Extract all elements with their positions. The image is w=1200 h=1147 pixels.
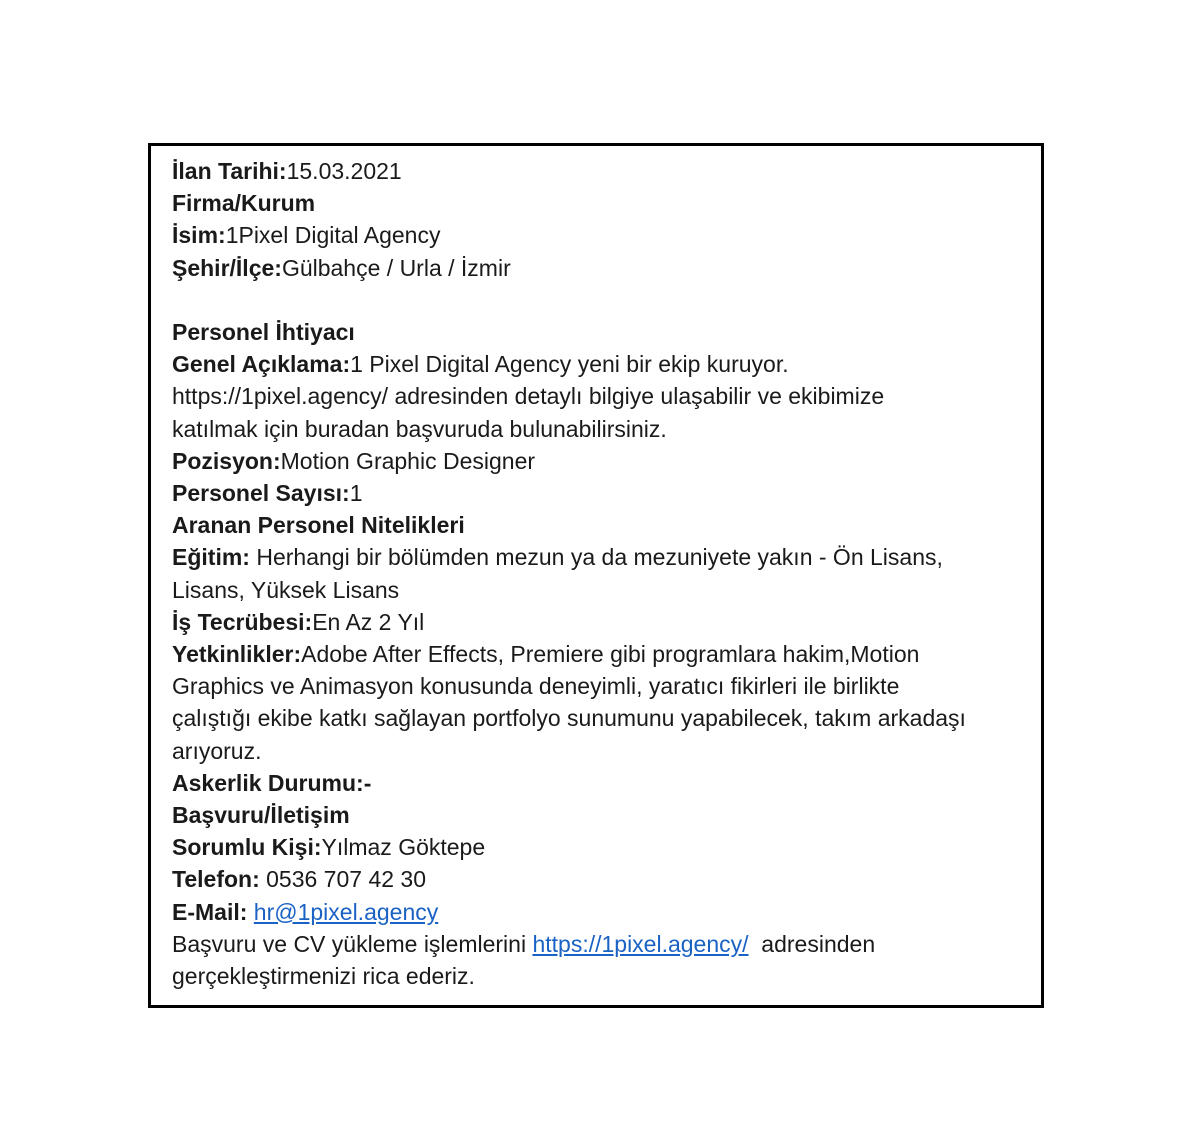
genel-aciklama-row [172,348,1033,380]
pozisyon-label: Pozisyon: [172,447,281,474]
isim-row [172,219,1033,251]
personel-heading: Personel İhtiyacı [172,319,355,345]
cv-text-line2: gerçekleştirmenizi rica ederiz. [172,963,475,990]
cv-upload-row [172,928,1033,960]
sehir-row [172,252,1033,284]
is-tecrubesi-row [172,606,1033,638]
nitelikler-heading: Aranan Personel Nitelikleri [172,512,465,539]
genel-aciklama-value-3: katılmak için buradan başvuruda bulunabilirsiniz. [172,415,667,442]
is-tecrubesi-value: En Az 2 Yıl [312,608,425,635]
pozisyon-row [172,445,1033,477]
email-row [172,896,1033,928]
email-link[interactable]: hr@1pixel.agency [253,898,439,925]
telefon-value: 0536 707 42 30 [259,866,427,893]
ilan-tarihi-label: İlan Tarihi: [172,158,287,184]
sorumlu-kisi-label: Sorumlu Kişi: [172,834,322,861]
yetkinlikler-value-4: arıyoruz. [172,737,262,764]
pozisyon-value: Motion Graphic Designer [280,447,536,474]
askerlik-durumu: Askerlik Durumu:- [172,769,372,796]
telefon-row [172,863,1033,895]
sorumlu-kisi-value: Yılmaz Göktepe [321,834,486,861]
ilan-tarihi-value: 15.03.2021 [286,158,402,184]
sehir-label: Şehir/İlçe: [172,254,282,281]
blank-line [172,284,1033,316]
yetkinlikler-row [172,638,1033,670]
telefon-label: Telefon: [172,866,260,893]
egitim-value-2: Lisans, Yüksek Lisans [172,576,400,603]
firma-heading: Firma/Kurum [172,190,316,217]
egitim-row [172,541,1033,573]
is-tecrubesi-label: İş Tecrübesi: [172,608,313,635]
isim-label: İsim: [172,222,226,249]
yetkinlikler-value-3: çalıştığı ekibe katkı sağlayan portfolyo sunumunu yapabilecek, takım arkadaşı [172,705,966,732]
egitim-label: Eğitim: [172,544,250,571]
egitim-value-1: Herhangi bir bölümden mezun ya da mezuniyete yakın - Ön Lisans, [249,544,943,571]
yetkinlikler-value-1: Adobe After Effects, Premiere gibi programlara hakim,Motion [301,641,920,668]
cv-text-after: adresinden [748,930,876,957]
isim-value: 1Pixel Digital Agency [225,222,441,249]
yetkinlikler-value-2: Graphics ve Animasyon konusunda deneyimli, yaratıcı fikirleri ile birlikte [172,673,900,700]
cv-website-link[interactable]: https://1pixel.agency/ [532,930,749,957]
yetkinlikler-label: Yetkinlikler: [172,641,302,668]
job-notice-box [148,143,1044,1008]
genel-aciklama-value-1: 1 Pixel Digital Agency yeni bir ekip kuruyor. [350,351,789,378]
genel-aciklama-value-2: https://1pixel.agency/ adresinden detaylı bilgiye ulaşabilir ve ekibimize [172,383,885,410]
personel-sayisi-value: 1 [349,480,363,507]
genel-aciklama-label: Genel Açıklama: [172,351,351,378]
personel-sayisi-row [172,477,1033,509]
sehir-value: Gülbahçe / Urla / İzmir [281,254,511,281]
ilan-tarihi-row [172,155,1033,187]
basvuru-heading: Başvuru/İletişim [172,802,350,829]
sorumlu-kisi-row [172,831,1033,863]
cv-text-before: Başvuru ve CV yükleme işlemlerini [172,930,533,957]
email-label: E-Mail: [172,898,248,925]
personel-sayisi-label: Personel Sayısı: [172,480,350,507]
